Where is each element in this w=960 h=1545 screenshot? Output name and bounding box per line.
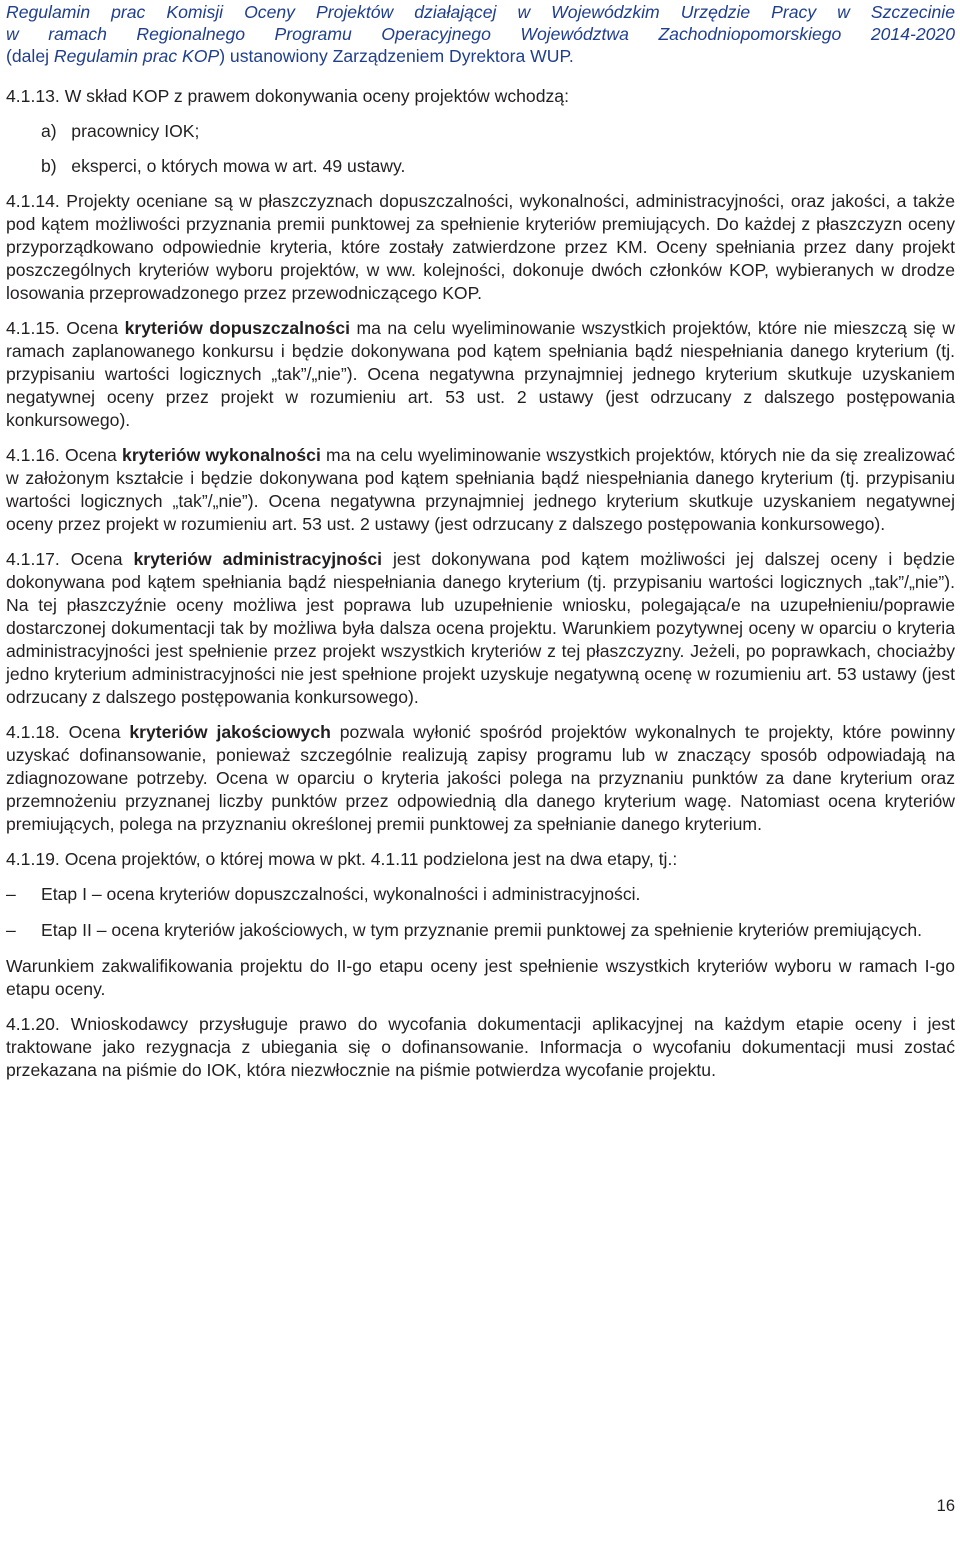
paragraph-4-1-16 (6, 444, 955, 536)
document-header (6, 1, 955, 67)
paragraph-4-1-18 (6, 721, 955, 836)
paragraph-bold-term: kryteriów wykonalności (122, 445, 321, 465)
document-page (6, 0, 955, 1094)
header-line-1: Regulamin prac Komisji Oceny Projektów działającej w Wojewódzkim Urzędzie Pracy w Szczecinie (6, 2, 955, 22)
paragraph-4-1-19: 4.1.19. Ocena projektów, o której mowa w pkt. 4.1.11 podzielona jest na dwa etapy, tj.: (6, 849, 678, 869)
paragraph-4-1-13: 4.1.13. W skład KOP z prawem dokonywania oceny projektów wchodzą: (6, 86, 569, 106)
header-regulation-name: Regulamin prac KOP (53, 46, 220, 66)
header-line-3-end: ) ustanowiony Zarządzeniem Dyrektora WUP. (219, 46, 574, 66)
paragraph-lead: 4.1.16. Ocena (6, 445, 123, 465)
dash-list-text: Etap II – ocena kryteriów jakościowych, w tym przyznanie premii punktowej za spełnienie kryteriów premiujących. (41, 920, 923, 940)
paragraph-4-1-17 (6, 548, 955, 709)
paragraph-lead: 4.1.17. Ocena (6, 549, 134, 569)
paragraph-body: ma na celu wyeliminowanie wszystkich projektów, których nie da się zrealizować w założonym kształcie i będzie dokonywana pod kątem spełniania bądź niespełniania danego kryterium (tj. przypisaniu wartości logicznych „tak”/„nie”). Ocena negatywna przynajmniej jednego kryterium skutkuje uzyskaniem negatywnej oceny przez projekt w rozumieniu art. 53 ust. 2 ustawy (jest odrzucany z dalszego postępowania konkursowego). (6, 445, 955, 534)
paragraph-bold-term: kryteriów jakościowych (129, 722, 331, 742)
header-line-2: w ramach Regionalnego Programu Operacyjnego Województwa Zachodniopomorskiego 2014-2020 (6, 24, 955, 44)
dash-bullet: – (6, 884, 16, 904)
paragraph-body: pozwala wyłonić spośród projektów wykonalnych te projekty, które powinny uzyskać dofinansowanie, ponieważ szczególnie realizują zapisy programu lub w znaczący sposób odpowiadają na zdiagnozowane potrzeby. Ocena w oparciu o kryteria jakości polega na przyznaniu punktów za dane kryterium oraz przemnożeniu przyznanej liczby punktów przez odpowiednią dla danego kryterium wagę. Natomiast ocena kryteriów premiujących, polega na przyznaniu określonej premii punktowej za spełnianie danego kryterium. (6, 722, 955, 834)
paragraph-lead: 4.1.18. Ocena (6, 722, 130, 742)
paragraph-bold-term: kryteriów administracyjności (133, 549, 383, 569)
list-item-a: a) pracownicy IOK; (41, 121, 200, 141)
list-item-b: b) eksperci, o których mowa w art. 49 ustawy. (41, 156, 406, 176)
dash-list-item-etap-1 (6, 883, 955, 906)
header-line-3 (6, 45, 955, 67)
paragraph-qualification-condition: Warunkiem zakwalifikowania projektu do II-go etapu oceny jest spełnienie wszystkich kryteriów wyboru w ramach I-go etapu oceny. (6, 956, 955, 999)
paragraph-4-1-20: 4.1.20. Wnioskodawcy przysługuje prawo do wycofania dokumentacji aplikacyjnej na każdym etapie oceny i jest traktowane jako rezygnacja z ubiegania się o dofinansowanie. Informacja o wycofaniu dokumentacji musi zostać przekazana na piśmie do IOK, która niezwłocznie na piśmie potwierdza wycofanie projektu. (6, 1014, 955, 1080)
paragraph-lead: 4.1.15. Ocena (6, 318, 125, 338)
page-number: 16 (936, 1497, 955, 1515)
paragraph-4-1-15 (6, 317, 955, 432)
paragraph-bold-term: kryteriów dopuszczalności (124, 318, 351, 338)
paragraph-4-1-14: 4.1.14. Projekty oceniane są w płaszczyznach dopuszczalności, wykonalności, administracyjności, oraz jakości, a także pod kątem możliwości przyznania premii punktowej za spełnienie kryteriów premiujących. Do każdej z płaszczyzn oceny przyporządkowano odpowiednie kryteria, które zostały zatwierdzone przez KM. Oceny spełniania przez dany projekt poszczególnych kryteriów wyboru projektów, w ww. kolejności, dokonuje dwóch członków KOP, wybieranych w drodze losowania przeprowadzonego przez przewodniczącego KOP. (6, 191, 955, 303)
dash-bullet: – (6, 920, 16, 940)
paragraph-body: jest dokonywana pod kątem możliwości jej dalszej oceny i będzie dokonywana pod kątem spełniania bądź niespełniania danego kryterium (tj. przypisaniu wartości logicznych „tak”/„nie”). Na tej płaszczyźnie oceny możliwa jest poprawa lub uzupełnienie wniosku, polegająca/e na uzupełnieniu/poprawie dostarczonej dokumentacji tak by możliwa była dalsza ocena projektu. Warunkiem pozytywnej oceny w oparciu o kryteria administracyjności jest spełnienie przez projekt wszystkich kryteriów z tej płaszczyzny. Jeżeli, po poprawkach, chociażby jedno kryterium administracyjności nie jest spełnione projekt uzyskuje negatywną ocenę w rozumieniu art. 53 ustawy (jest odrzucany z dalszego postępowania konkursowego). (6, 549, 956, 707)
dash-list-item-etap-2 (6, 919, 955, 942)
paragraph-body: ma na celu wyeliminowanie wszystkich projektów, które nie mieszczą się w ramach zaplanowanego konkursu i będzie dokonywana pod kątem spełniania bądź niespełniania danego kryterium (tj. przypisaniu wartości logicznych „tak”/„nie”). Ocena negatywna przynajmniej jednego kryterium skutkuje uzyskaniem negatywnej oceny przez projekt w rozumieniu art. 53 ust. 2 ustawy (jest odrzucany z dalszego postępowania konkursowego). (6, 318, 955, 430)
header-line-3-start: (dalej (6, 46, 54, 66)
dash-list-text: Etap I – ocena kryteriów dopuszczalności, wykonalności i administracyjności. (41, 884, 641, 904)
